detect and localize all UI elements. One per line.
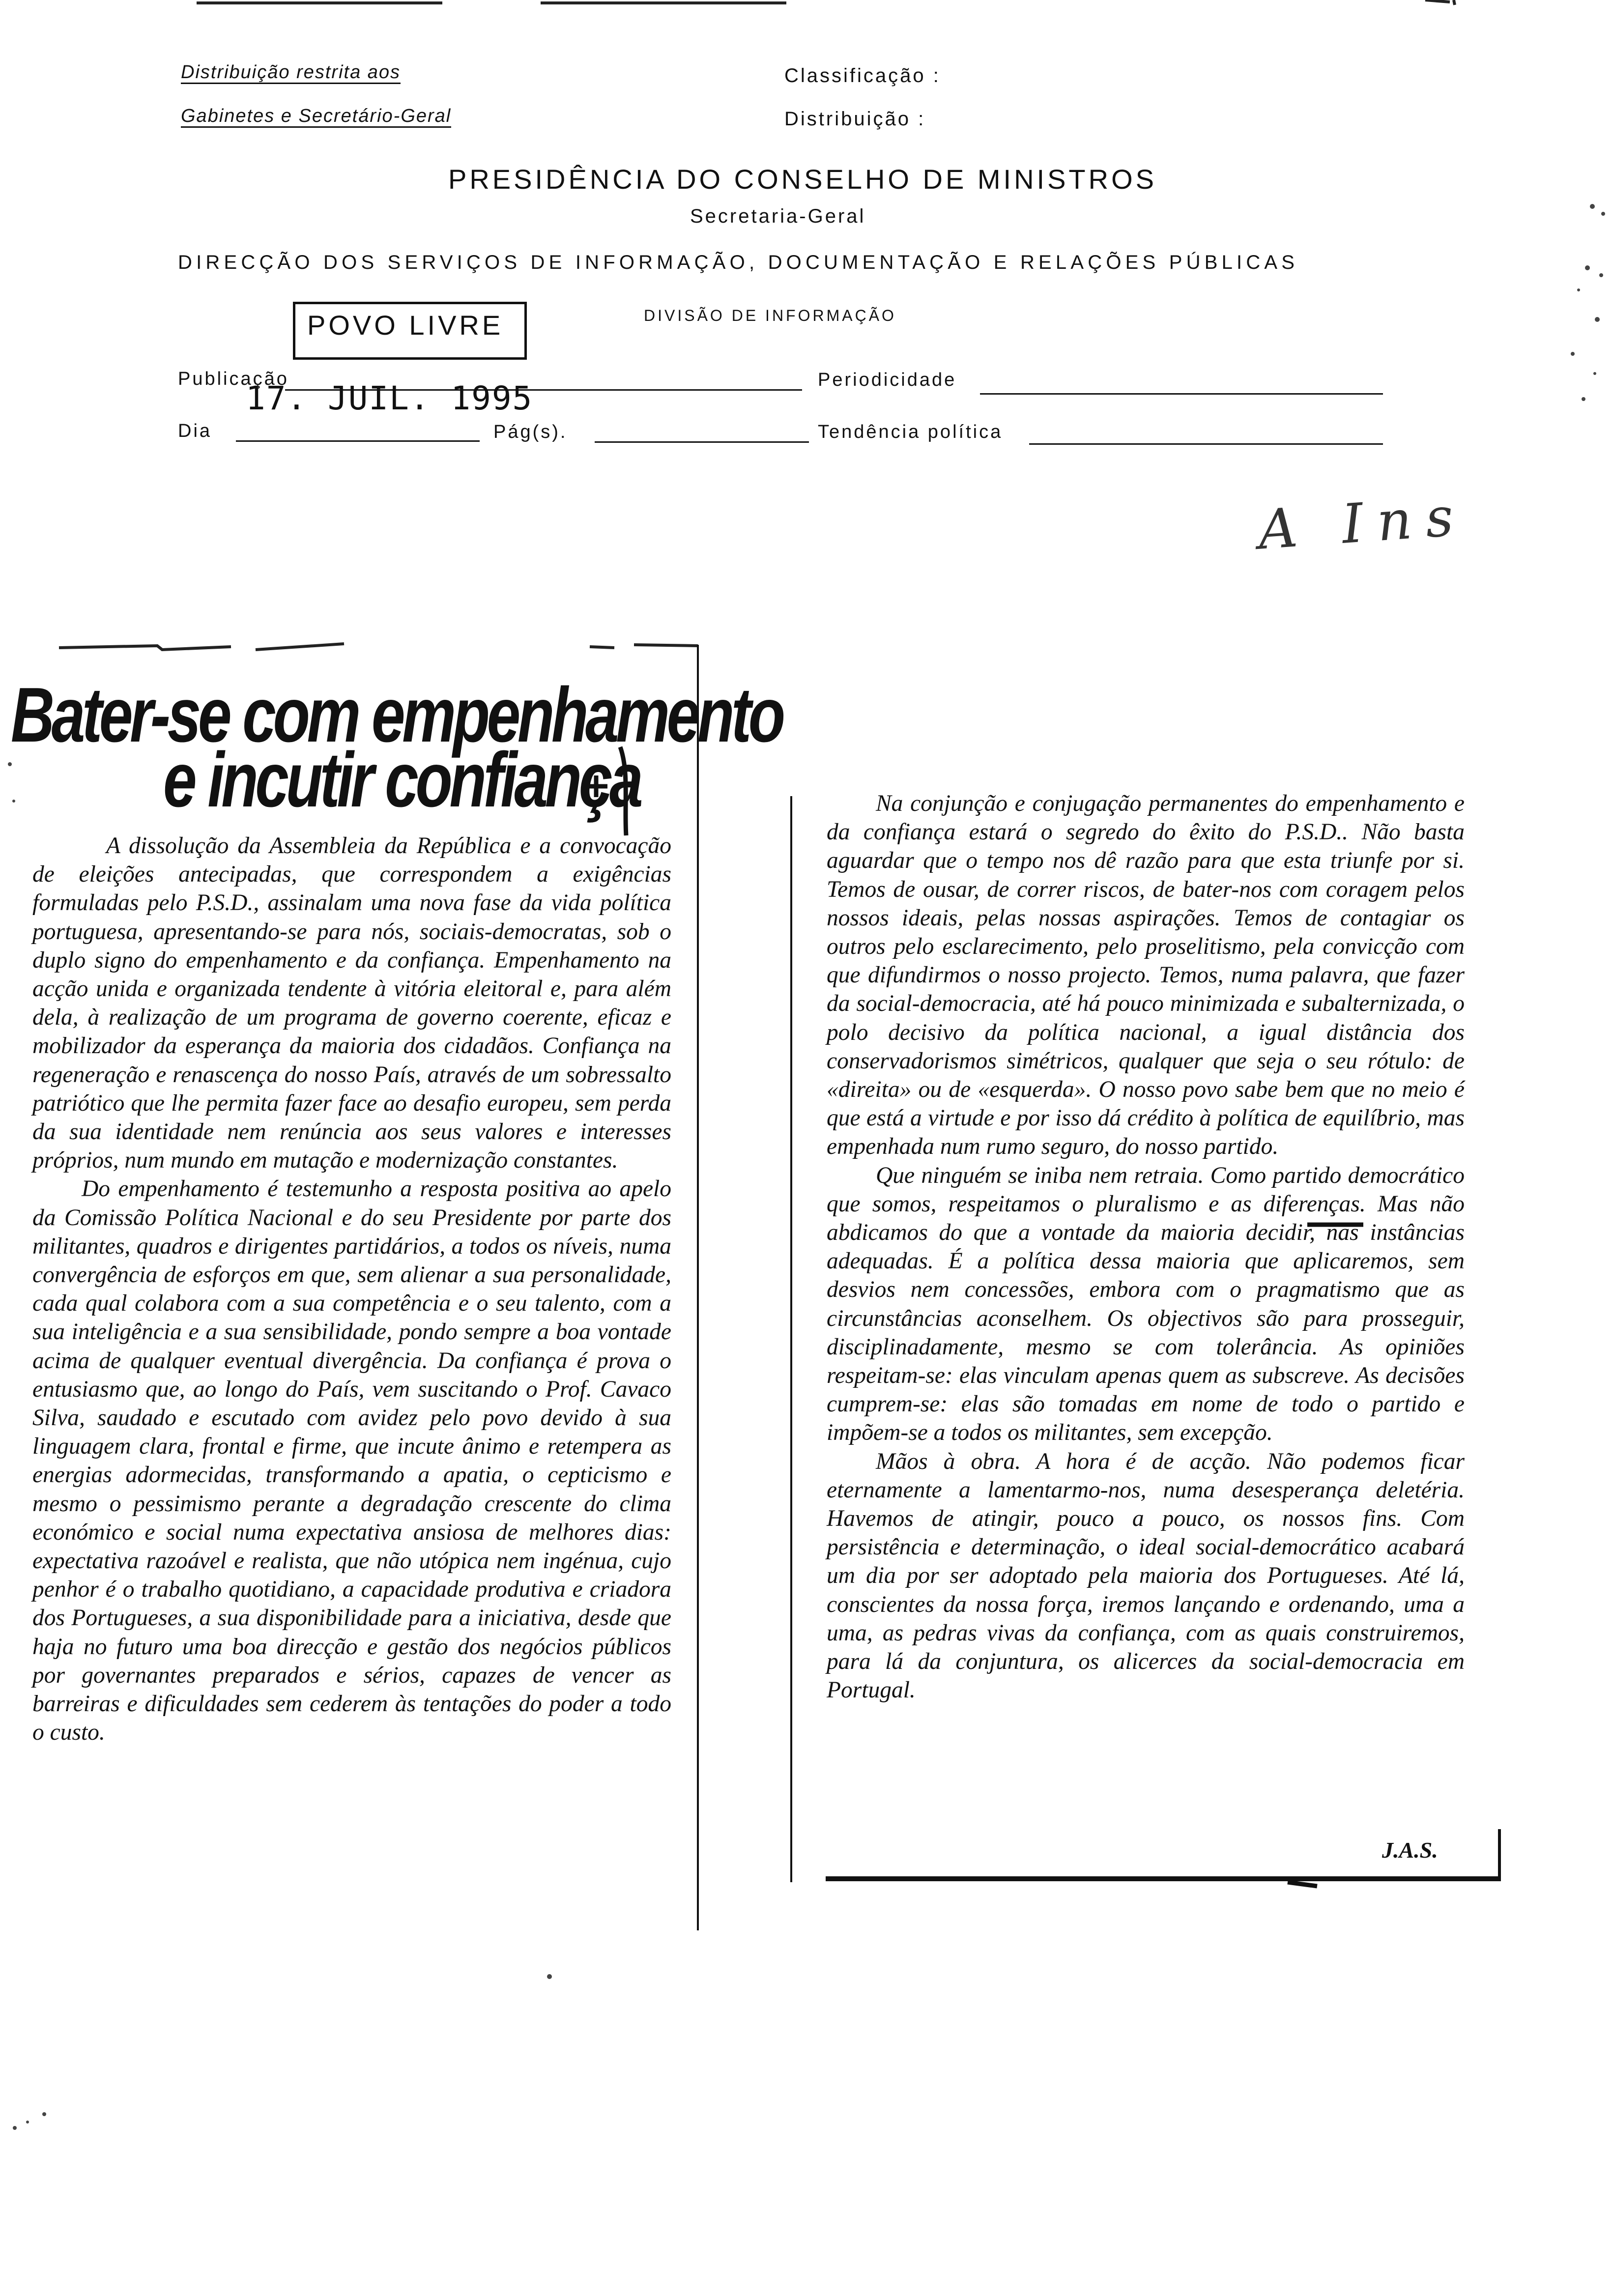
headline-line2: e incutir confiança: [163, 737, 640, 823]
publication-stamp: POVO LIVRE: [293, 302, 527, 360]
article-column-right: [827, 789, 1465, 1705]
distribution-restriction-line1: Distribuição restrita aos: [181, 62, 401, 83]
political-tendency-label: Tendência política: [818, 422, 1003, 442]
column-rule-left: [697, 645, 699, 1930]
paragraph: Mãos à obra. A hora é de acção. Não podemos ficar eternamente a lamentarmo-nos, numa desesperança deletéria. Havemos de atingir, pouco a pouco, os nossos fins. Com persistência e determinação, o ideal social-democrático acabará um dia por ser adoptado pela maioria dos Portugueses. Até lá, conscientes da nossa força, iremos lançando e ordenando, uma a uma, as pedras vivas da confiança, com as quais construiremos, para lá da conjuntura, os alicerces da social-democracia em Portugal.: [827, 1448, 1465, 1703]
directorate-name: DIRECÇÃO DOS SERVIÇOS DE INFORMAÇÃO, DOCUMENTAÇÃO E RELAÇÕES PÚBLICAS: [178, 252, 1299, 273]
article-column-left: [32, 832, 671, 1747]
signature: J.A.S.: [1382, 1837, 1438, 1863]
distribution-label: Distribuição :: [784, 108, 926, 130]
paragraph: Que ninguém se iniba nem retraia. Como partido democrático que somos, respeitamos o pluralismo e as diferenças. Mas não abdicamos do que a vontade da maioria decidir, nas instâncias adequadas. É a política dessa maioria que aplicaremos, sem desvios nem concessões, embora com o pragmatismo que as circunstâncias aconselhem. Os objectivos são para prosseguir, disciplinadamente, mesmo se com tolerância. As opiniões respeitam-se: elas vinculam apenas quem as subscreve. As decisões cumprem-se: elas são tomadas em nome de todo o partido e impõem-se a todos os militantes, sem excepção.: [827, 1162, 1465, 1446]
classification-label: Classificação :: [784, 65, 941, 86]
paragraph: A dissolução da Assembleia da República e a convocação de eleições antecipadas, que correspondem a exigências formuladas pelo P.S.D., assinalam uma nova fase da vida política portuguesa, apresentando-se para nós, sociais-democratas, sob o duplo signo do empenhamento e da confiança. Empenhamento na acção unida e organizada tendente à vitória eleitoral e, para além dela, à realização de um programa de governo coerente, eficaz e mobilizador da esperança da maioria dos cidadãos. Confiança na regeneração e renascença do nosso País, através de um sobressalto patriótico que lhe permita fazer face ao desafio europeu, sem perda da sua identidade nem renúncia aos seus valores e interesses próprios, num mundo em mutação e modernização constantes.: [32, 833, 671, 1174]
day-label: Dia: [178, 421, 212, 441]
publication-label: Publicação: [178, 369, 289, 389]
handwritten-annotation: A Ins: [1256, 484, 1469, 562]
box-rule-right: [1498, 1829, 1501, 1877]
information-division: DIVISÃO DE INFORMAÇÃO: [644, 307, 896, 324]
headline-line1: Bater-se com empenhamento: [11, 672, 782, 758]
paragraph: Do empenhamento é testemunho a resposta positiva ao apelo da Comissão Política Nacional e do seu Presidente por parte dos militantes, quadros e dirigentes partidários, a todos os níveis, numa convergência de esforços em que, sem alienar a sua personalidade, cada qual colabora com a sua competência e o seu talento, com a sua inteligência e a sua sensibilidade, pondo sempre a boa vontade acima de qualquer eventual divergência. Da confiança é prova o entusiasmo que, ao longo do País, vem suscitando o Prof. Cavaco Silva, saudado e escutado com avidez pelo povo devido à sua linguagem clara, frontal e firme, que incute ânimo e retempera as energias adormecidas, transformando a apatia, o cepticismo e mesmo o pessimismo perante a degradação crescente do clima económico e social numa expectativa ansiosa de melhores dias: expectativa razoável e realista, que não utópica nem ingénua, cujo penhor é o trabalho quotidiano, a capacidade produtiva e criadora dos Portugueses, a sua disponibilidade para a iniciativa, desde que haja no futuro uma boa direcção e gestão dos negócios públicos por governantes preparados e sérios, capazes de vencer as barreiras e dificuldades sem cederem às tentações do poder a todo o custo.: [32, 1176, 671, 1746]
article-bottom-rule: [826, 1876, 1501, 1881]
presidency-title: PRESIDÊNCIA DO CONSELHO DE MINISTROS: [448, 164, 1157, 195]
date-stamp: 17. JUIL. 1995: [246, 379, 533, 417]
periodicity-label: Periodicidade: [818, 370, 957, 390]
distribution-restriction-line2: Gabinetes e Secretário-Geral: [181, 106, 451, 127]
column-rule-right-top: [790, 796, 792, 1882]
paragraph: Na conjunção e conjugação permanentes do empenhamento e da confiança estará o segredo do êxito do P.S.D.. Não basta aguardar que o tempo nos dê razão para que esta triunfe por si. Temos de ousar, de correr riscos, de bater-nos com coragem pelos nossos ideais, pelas nossas aspirações. Temos de contagiar os outros pelo esclarecimento, pelo proselitismo, pela convicção com que difundirmos o nosso projecto. Temos, numa palavra, que fazer da social-democracia, até há pouco minimizada e subalternizada, o polo decisivo da política nacional, a igual distância dos conservadorismos simétricos, qualquer que seja o seu rótulo: de «direita» ou de «esquerda». O nosso povo sabe bem que no meio é que está a virtude e por isso dá crédito à política de equilíbrio, mas empenhada num rumo seguro, do nosso partido.: [827, 791, 1465, 1160]
general-secretariat: Secretaria-Geral: [690, 205, 866, 227]
pages-label: Pág(s).: [493, 422, 568, 442]
